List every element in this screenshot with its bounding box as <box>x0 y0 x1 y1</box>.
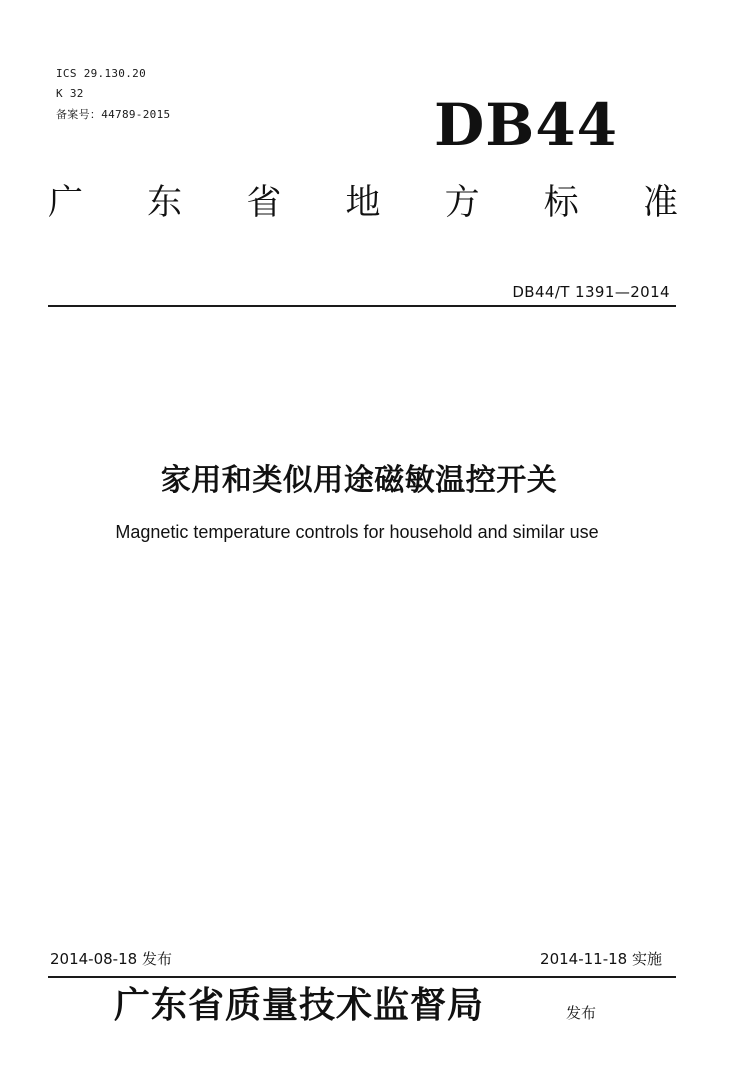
ics-code: ICS 29.130.20 <box>56 67 146 80</box>
title-chinese: 家用和类似用途磁敏温控开关 <box>160 463 558 498</box>
bottom-divider <box>48 976 676 978</box>
ccs-code: K 32 <box>56 87 84 100</box>
issuer-action: 发布 <box>566 1004 597 1022</box>
standard-kind-char: 省 <box>246 183 282 223</box>
top-divider <box>48 305 676 307</box>
standard-kind-char: 方 <box>444 183 480 223</box>
standard-kind-char: 地 <box>345 183 381 223</box>
issue-date: 2014-08-18 发布 <box>50 950 172 968</box>
standard-kind-char: 广 <box>48 183 84 223</box>
standard-kind-char: 标 <box>543 183 579 223</box>
record-number: 备案号：44789-2015 <box>56 108 171 121</box>
implementation-date: 2014-11-18 实施 <box>540 950 662 968</box>
standard-code-logo: DB44 <box>434 91 619 159</box>
standard-kind-char: 准 <box>642 183 678 223</box>
standard-kind-heading <box>48 183 678 223</box>
standard-number: DB44/T 1391—2014 <box>512 283 670 301</box>
title-english: Magnetic temperature controls for household and similar use <box>115 522 599 542</box>
standard-kind-char: 东 <box>147 183 183 223</box>
issuing-authority: 广东省质量技术监督局 <box>114 984 485 1026</box>
